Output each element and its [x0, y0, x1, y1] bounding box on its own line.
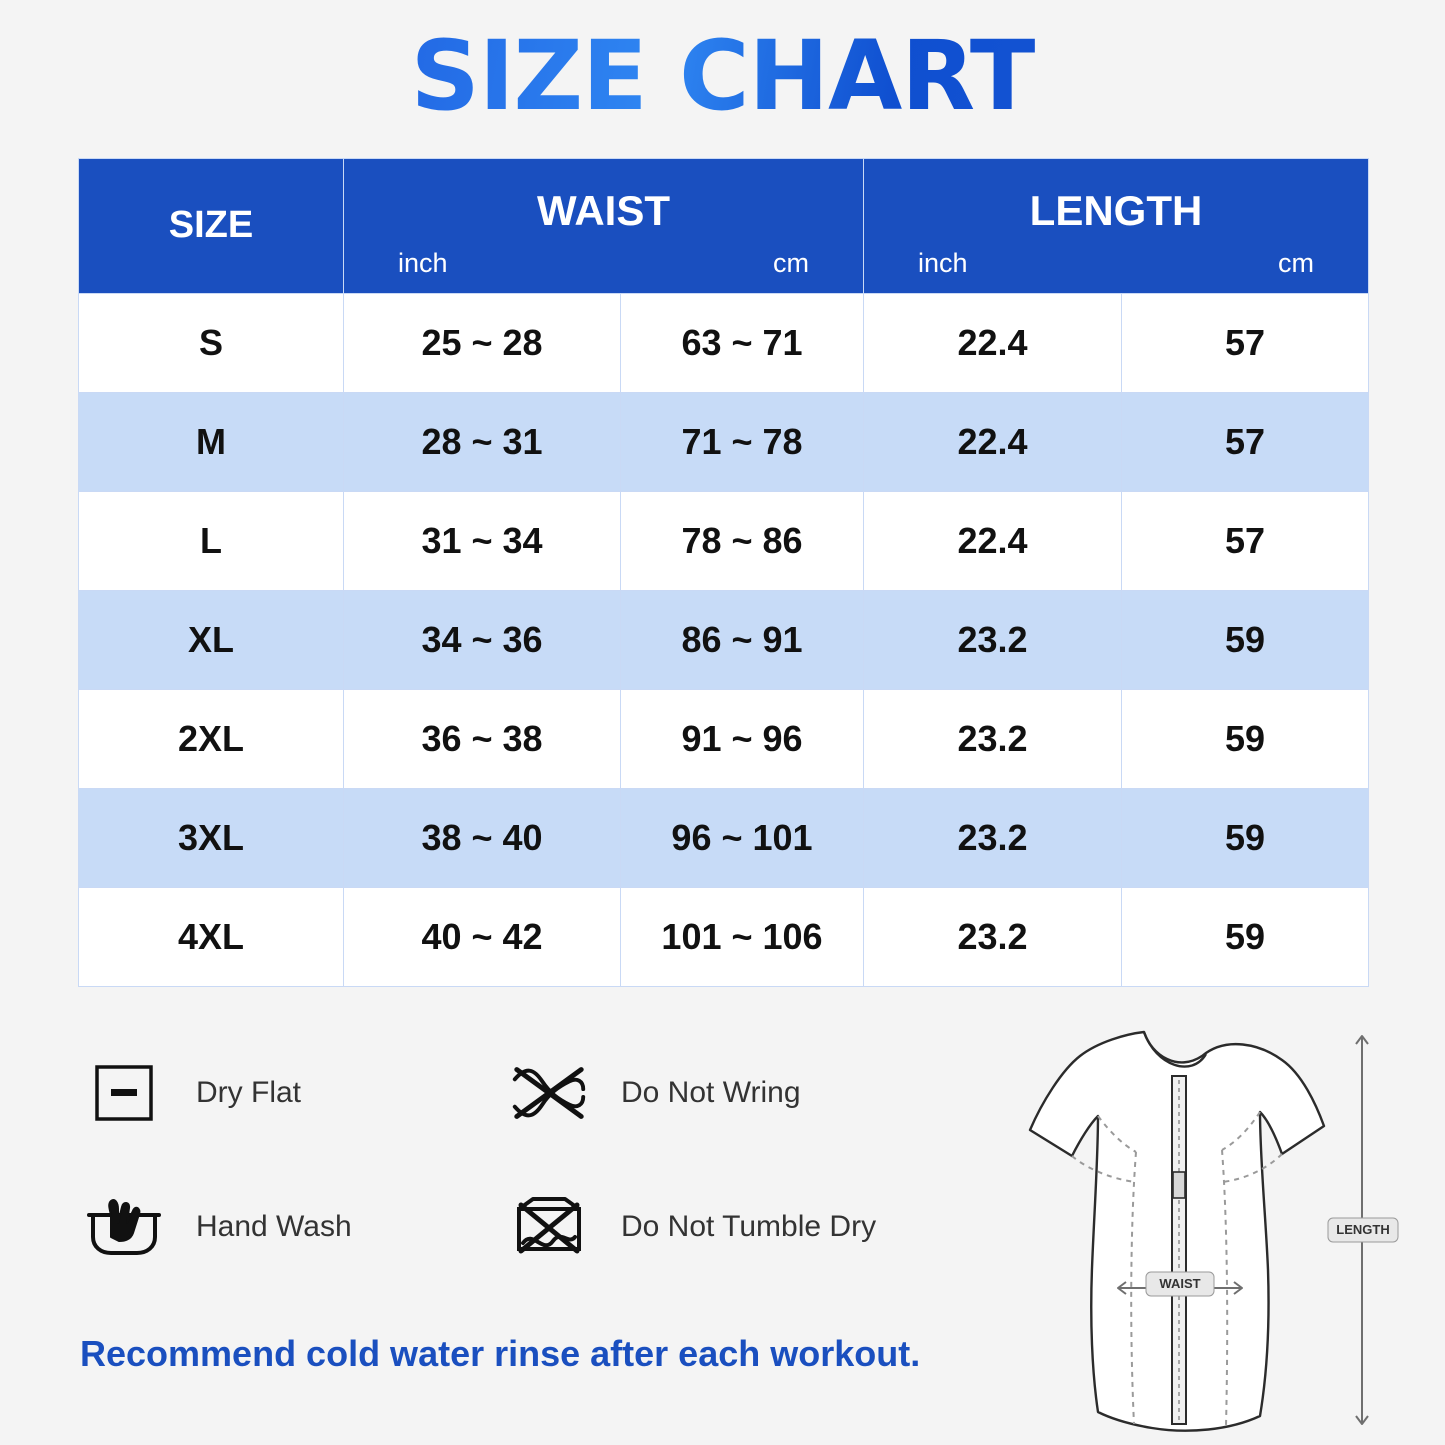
care-label-do-not-wring: Do Not Wring [621, 1076, 801, 1109]
table-row [79, 887, 1369, 986]
cell-waist-cm: 91 ~ 96 [621, 689, 864, 788]
size-table-container [78, 158, 1367, 987]
cell-length-inch: 23.2 [864, 887, 1122, 986]
cell-length-inch: 23.2 [864, 689, 1122, 788]
size-table [78, 158, 1369, 987]
do-not-tumble-dry-icon [505, 1189, 593, 1265]
cell-size: XL [79, 590, 344, 689]
cell-waist-cm: 101 ~ 106 [621, 887, 864, 986]
header-waist-unit-cm: cm [773, 248, 809, 279]
care-item-do-not-tumble-dry [505, 1189, 930, 1265]
length-dimension-label: LENGTH [1336, 1222, 1390, 1237]
page-title: SIZE CHART [0, 0, 1445, 130]
care-instructions [80, 1055, 930, 1323]
cell-size: S [79, 293, 344, 392]
cell-length-cm: 59 [1122, 689, 1369, 788]
care-label-do-not-tumble-dry: Do Not Tumble Dry [621, 1210, 877, 1243]
cell-length-cm: 59 [1122, 887, 1369, 986]
table-row [79, 788, 1369, 887]
table-row [79, 392, 1369, 491]
table-header [79, 158, 1369, 293]
cell-waist-inch: 34 ~ 36 [344, 590, 621, 689]
care-item-hand-wash [80, 1189, 505, 1265]
hand-wash-icon [80, 1189, 168, 1265]
cell-length-cm: 57 [1122, 491, 1369, 590]
cell-waist-cm: 86 ~ 91 [621, 590, 864, 689]
table-body [79, 293, 1369, 986]
cell-length-inch: 22.4 [864, 491, 1122, 590]
do-not-wring-icon [505, 1055, 593, 1131]
cell-size: 4XL [79, 887, 344, 986]
cell-waist-inch: 25 ~ 28 [344, 293, 621, 392]
table-header-row [79, 158, 1369, 293]
zipper [1172, 1076, 1186, 1424]
care-row-2 [80, 1189, 930, 1265]
header-length [864, 158, 1369, 293]
care-label-hand-wash: Hand Wash [196, 1210, 352, 1243]
cell-length-inch: 23.2 [864, 590, 1122, 689]
header-length-unit-cm: cm [1278, 248, 1314, 279]
cell-waist-cm: 71 ~ 78 [621, 392, 864, 491]
header-length-label: LENGTH [1029, 187, 1203, 235]
cell-size: 2XL [79, 689, 344, 788]
header-size: SIZE [79, 158, 344, 293]
cell-waist-cm: 63 ~ 71 [621, 293, 864, 392]
cell-waist-inch: 38 ~ 40 [344, 788, 621, 887]
header-length-units [864, 248, 1368, 279]
cell-length-cm: 57 [1122, 392, 1369, 491]
table-row [79, 293, 1369, 392]
cell-size: 3XL [79, 788, 344, 887]
header-waist-units [344, 248, 863, 279]
header-waist-label: WAIST [537, 187, 670, 235]
care-item-dry-flat [80, 1055, 505, 1131]
cell-size: L [79, 491, 344, 590]
table-row [79, 491, 1369, 590]
table-row [79, 689, 1369, 788]
cell-waist-cm: 78 ~ 86 [621, 491, 864, 590]
cell-waist-inch: 31 ~ 34 [344, 491, 621, 590]
cell-length-cm: 57 [1122, 293, 1369, 392]
waist-dimension-label: WAIST [1159, 1276, 1201, 1291]
care-item-do-not-wring [505, 1055, 930, 1131]
care-note: Recommend cold water rinse after each workout. [80, 1333, 921, 1374]
cell-waist-cm: 96 ~ 101 [621, 788, 864, 887]
table-row [79, 590, 1369, 689]
cell-length-inch: 22.4 [864, 293, 1122, 392]
cell-size: M [79, 392, 344, 491]
cell-waist-inch: 28 ~ 31 [344, 392, 621, 491]
header-length-unit-inch: inch [918, 248, 968, 279]
header-waist-unit-inch: inch [398, 248, 448, 279]
care-label-dry-flat: Dry Flat [196, 1076, 301, 1109]
care-row-1 [80, 1055, 930, 1131]
cell-waist-inch: 36 ~ 38 [344, 689, 621, 788]
cell-length-inch: 22.4 [864, 392, 1122, 491]
cell-length-cm: 59 [1122, 590, 1369, 689]
cell-length-inch: 23.2 [864, 788, 1122, 887]
cell-length-cm: 59 [1122, 788, 1369, 887]
dry-flat-icon [80, 1055, 168, 1131]
garment-illustration [930, 1020, 1400, 1440]
cell-waist-inch: 40 ~ 42 [344, 887, 621, 986]
header-waist [344, 158, 864, 293]
